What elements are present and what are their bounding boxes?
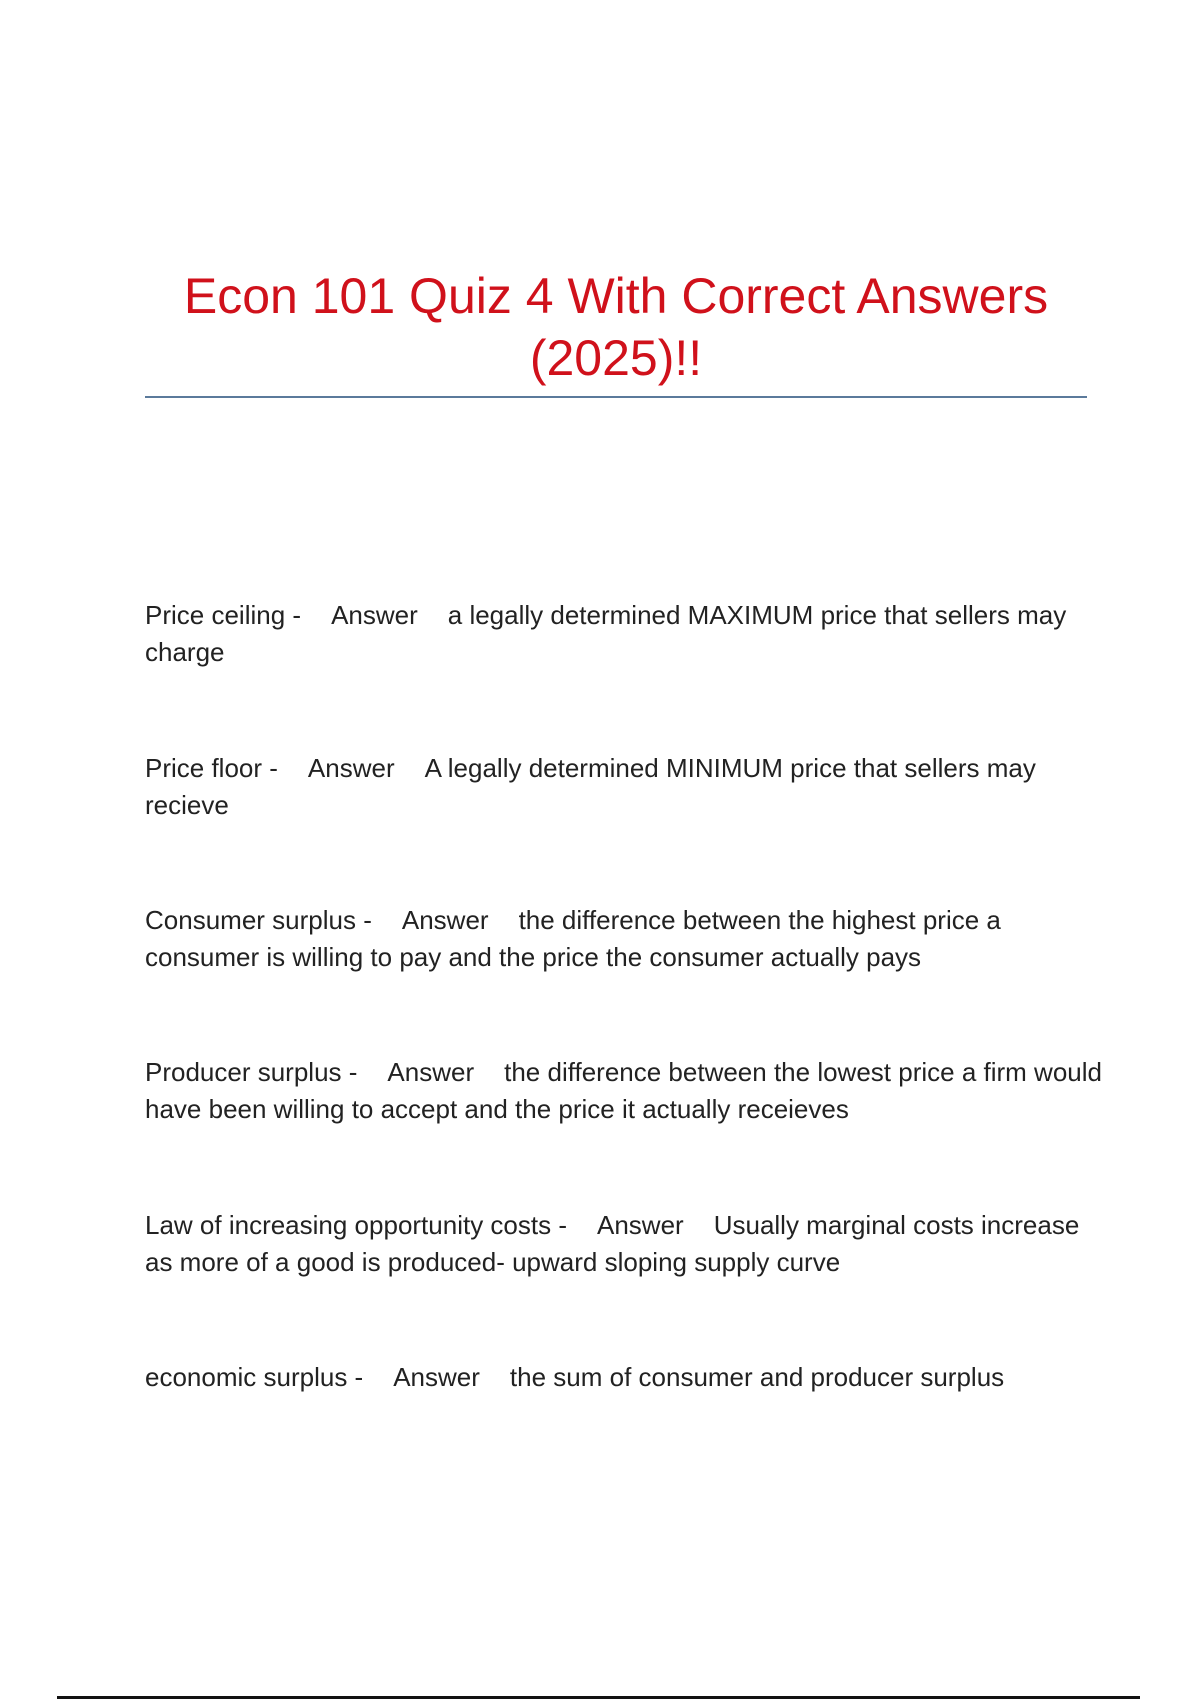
qa-entry <box>145 1207 1105 1281</box>
document-title: Econ 101 Quiz 4 With Correct Answers (2025)!! <box>183 268 1049 386</box>
answer-text: Usually marginal costs increase as more of a good is produced- upward sloping supply curve <box>145 1210 1080 1277</box>
answer-label: Answer <box>393 1362 480 1392</box>
term: Price ceiling - <box>145 600 302 630</box>
answer-label: Answer <box>307 753 395 783</box>
answer-label: Answer <box>597 1210 684 1240</box>
title-divider <box>145 396 1087 398</box>
answer-label: Answer <box>331 600 418 630</box>
term: Producer surplus - <box>145 1057 358 1087</box>
term: Price floor - <box>145 753 278 783</box>
qa-entry <box>145 1359 1145 1396</box>
term: Law of increasing opportunity costs - <box>145 1210 567 1240</box>
qa-entry <box>145 902 1105 976</box>
answer-text: the difference between the lowest price a firm would have been willing to accept and the price it actually receieves <box>145 1057 1102 1124</box>
term: economic surplus - <box>145 1362 364 1392</box>
answer-label: Answer <box>401 905 489 935</box>
answer-text: the difference between the highest price a consumer is willing to pay and the price the consumer actually pays <box>145 905 1001 972</box>
answer-text: a legally determined MAXIMUM price that sellers may charge <box>145 600 1067 667</box>
answer-text: A legally determined MINIMUM price that sellers may recieve <box>145 753 1036 820</box>
qa-entry <box>145 597 1105 671</box>
qa-entry <box>145 750 1105 824</box>
term: Consumer surplus - <box>145 905 372 935</box>
qa-entry <box>145 1054 1105 1128</box>
answer-label: Answer <box>387 1057 475 1087</box>
answer-text: the sum of consumer and producer surplus <box>509 1362 1005 1392</box>
footer-divider <box>57 1696 1140 1699</box>
